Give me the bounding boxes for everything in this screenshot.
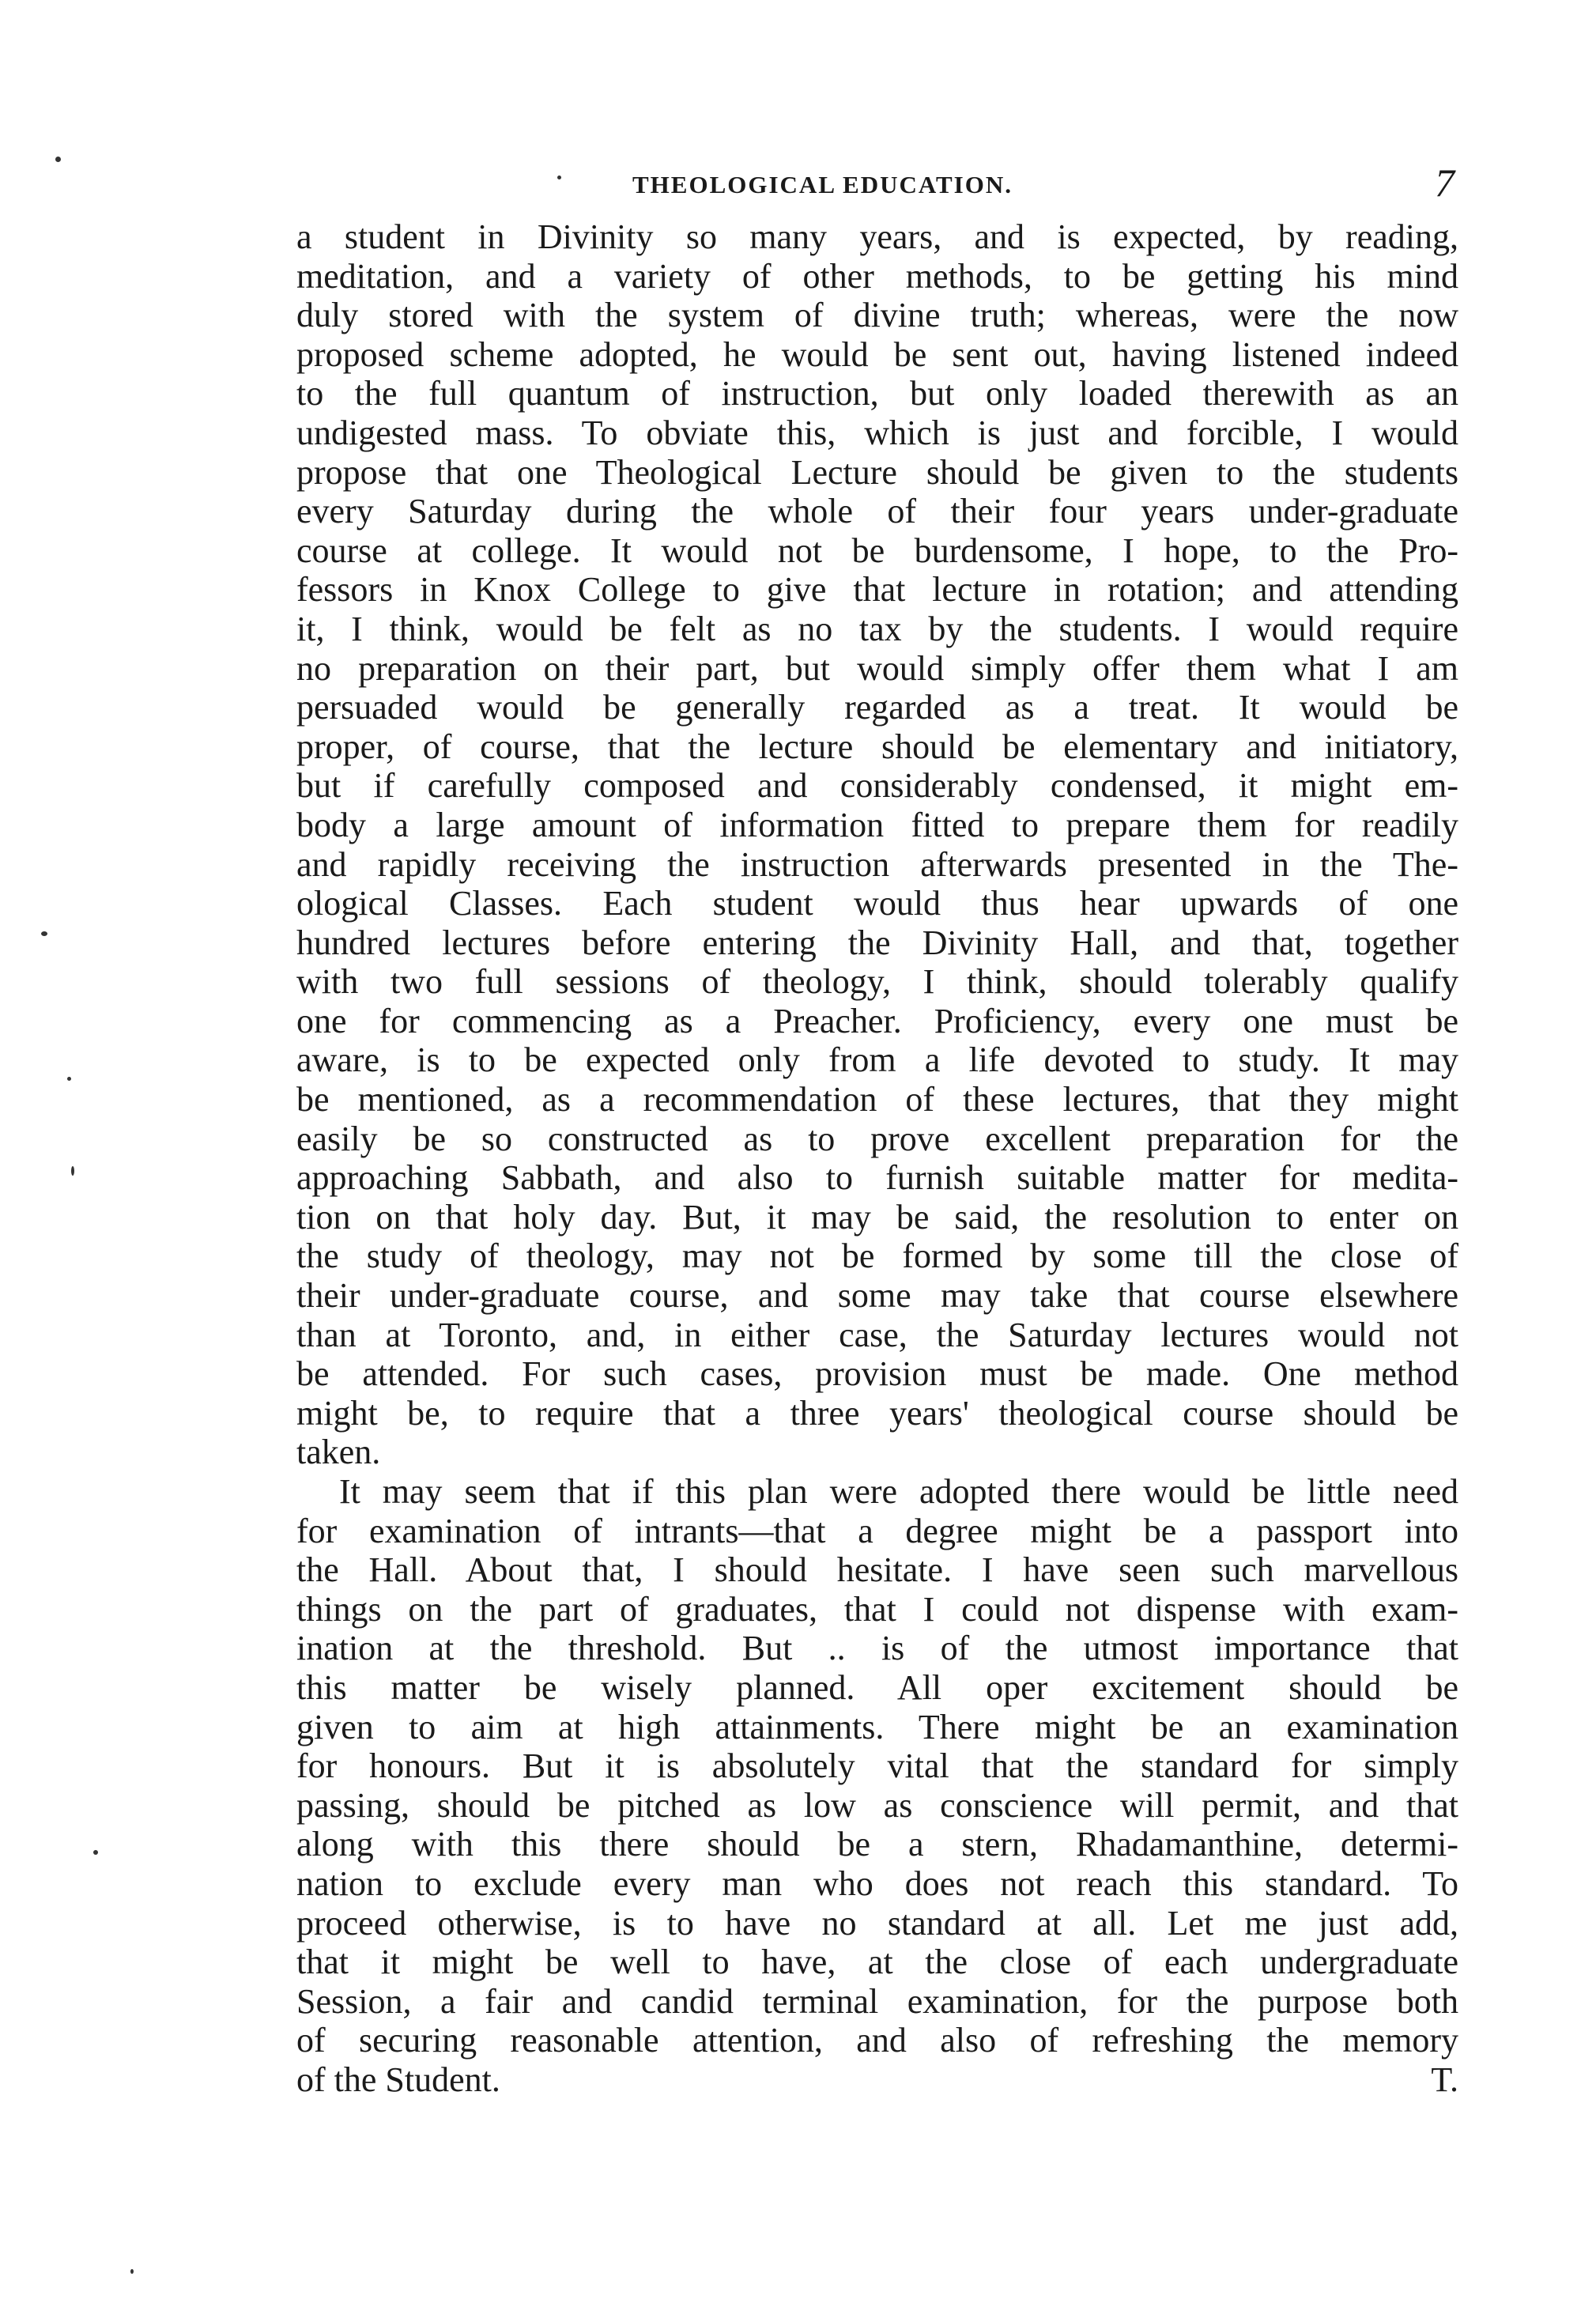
text-line: that it might be well to have, at the close of each undergraduate <box>296 1943 1458 1982</box>
margin-speck <box>93 1850 98 1855</box>
running-title: THEOLOGICAL EDUCATION. <box>632 171 1013 198</box>
margin-speck <box>67 1077 71 1081</box>
text-line: propose that one Theological Lecture should be given to the students <box>296 452 1458 492</box>
text-line: might be, to require that a three years' theological course should be <box>296 1393 1458 1433</box>
text-line: the Hall. About that, I should hesitate. I have seen such marvellous <box>296 1550 1458 1590</box>
margin-speck <box>41 931 47 936</box>
paragraph-1 <box>296 217 1458 1472</box>
text-line: course at college. It would not be burdensome, I hope, to the Pro- <box>296 530 1458 570</box>
text-line: tion on that holy day. But, it may be said, the resolution to enter on <box>296 1197 1458 1237</box>
text-line: proposed scheme adopted, he would be sent out, having listened indeed <box>296 334 1458 374</box>
text-line: be mentioned, as a recommendation of these lectures, that they might <box>296 1080 1458 1120</box>
paragraph-2 <box>296 1472 1458 2100</box>
text-line: taken. <box>296 1433 381 1472</box>
text-line: this matter be wisely planned. All oper excitement should be <box>296 1667 1458 1707</box>
text-line: undigested mass. To obviate this, which is just and forcible, I would <box>296 413 1458 452</box>
margin-speck <box>130 2269 134 2274</box>
text-line: fessors in Knox College to give that lecture in rotation; and attending <box>296 570 1458 610</box>
margin-speck <box>55 157 61 162</box>
text-line: easily be so constructed as to prove excellent preparation for the <box>296 1119 1458 1158</box>
text-line: one for commencing as a Preacher. Proficiency, every one must be <box>296 1001 1458 1040</box>
text-line: given to aim at high attainments. There might be an examination <box>296 1707 1458 1746</box>
text-line: than at Toronto, and, in either case, the Saturday lectures would not <box>296 1315 1458 1354</box>
text-line: along with this there should be a stern, Rhadamanthine, determi- <box>296 1825 1458 1864</box>
text-line: of securing reasonable attention, and also of refreshing the memory <box>296 2021 1458 2060</box>
body-text <box>296 217 1458 2100</box>
text-line: nation to exclude every man who does not reach this standard. To <box>296 1863 1458 1903</box>
text-line: for examination of intrants—that a degree might be a passport into <box>296 1511 1458 1550</box>
text-line: to the full quantum of instruction, but only loaded therewith as an <box>296 374 1458 413</box>
text-line: but if carefully composed and considerably condensed, it might em- <box>296 766 1458 806</box>
closing-line <box>296 2060 1458 2100</box>
page-number: 7 <box>1435 160 1455 205</box>
text-line: passing, should be pitched as low as conscience will permit, and that <box>296 1785 1458 1825</box>
text-line: a student in Divinity so many years, and is expected, by reading, <box>296 217 1458 256</box>
closing-text: of the Student. <box>296 2060 500 2099</box>
text-line: and rapidly receiving the instruction afterwards presented in the The- <box>296 844 1458 884</box>
text-line: proper, of course, that the lecture should be elementary and initiatory, <box>296 727 1458 766</box>
text-line: it, I think, would be felt as no tax by the students. I would require <box>296 609 1458 648</box>
text-line: persuaded would be generally regarded as a treat. It would be <box>296 688 1458 727</box>
text-line: meditation, and a variety of other methods, to be getting his mind <box>296 256 1458 296</box>
text-line: Session, a fair and candid terminal examination, for the purpose both <box>296 1981 1458 2021</box>
text-line: ination at the threshold. But .. is of the utmost importance that <box>296 1629 1458 1668</box>
text-line: approaching Sabbath, and also to furnish suitable matter for medita- <box>296 1158 1458 1198</box>
text-line: no preparation on their part, but would simply offer them what I am <box>296 648 1458 688</box>
text-line: be attended. For such cases, provision must be made. One method <box>296 1354 1458 1394</box>
text-line: It may seem that if this plan were adopted there would be little need <box>339 1472 1458 1511</box>
text-line: proceed otherwise, is to have no standard at all. Let me just add, <box>296 1903 1458 1943</box>
text-line: duly stored with the system of divine truth; whereas, were the now <box>296 296 1458 335</box>
text-line: for honours. But it is absolutely vital that the standard for simply <box>296 1746 1458 1786</box>
text-line: their under-graduate course, and some may take that course elsewhere <box>296 1276 1458 1316</box>
text-line: the study of theology, may not be formed by some till the close of <box>296 1237 1458 1276</box>
text-line: aware, is to be expected only from a life devoted to study. It may <box>296 1040 1458 1080</box>
text-line: body a large amount of information fitted to prepare them for readily <box>296 805 1458 844</box>
text-line: hundred lectures before entering the Divinity Hall, and that, together <box>296 923 1458 962</box>
text-line: with two full sessions of theology, I think, should tolerably qualify <box>296 962 1458 1002</box>
text-line: ological Classes. Each student would thus hear upwards of one <box>296 884 1458 923</box>
text-line: every Saturday during the whole of their four years under-graduate <box>296 492 1458 531</box>
text-line: things on the part of graduates, that I could not dispense with exam- <box>296 1589 1458 1629</box>
author-signature: T. <box>1431 2060 1458 2099</box>
margin-speck <box>71 1166 74 1176</box>
running-head <box>332 160 1455 215</box>
